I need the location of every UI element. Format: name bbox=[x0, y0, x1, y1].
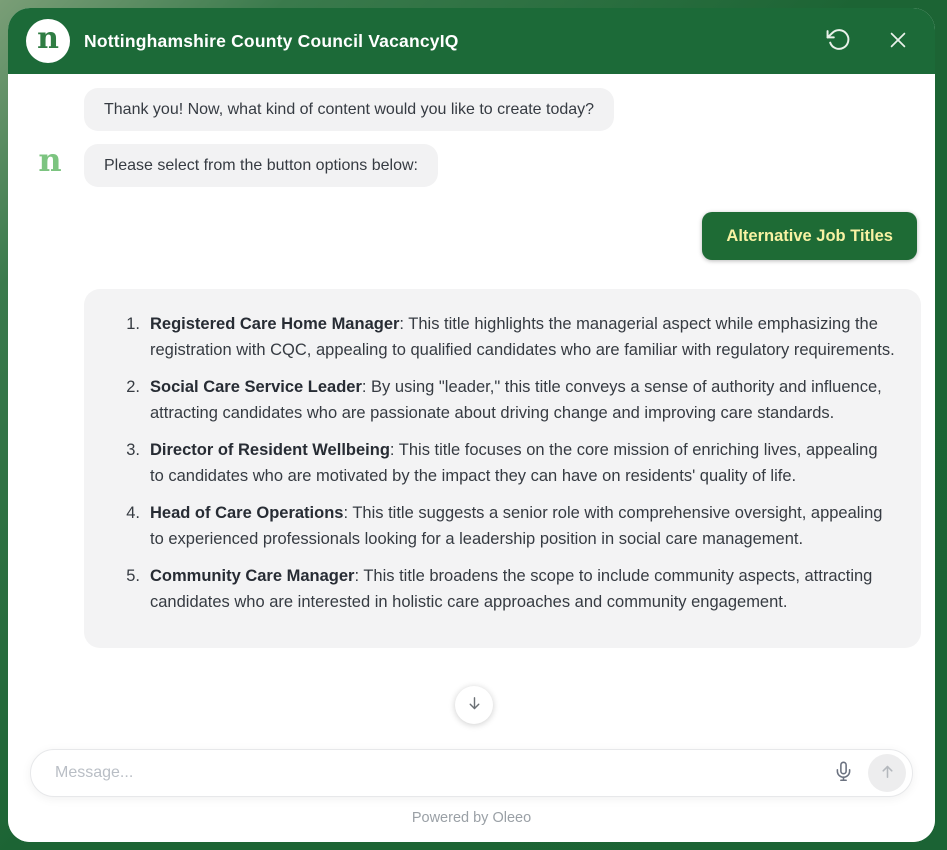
item-text bbox=[150, 437, 895, 489]
job-title-name: Community Care Manager bbox=[150, 567, 355, 585]
refresh-icon bbox=[826, 27, 851, 55]
council-logo bbox=[26, 19, 70, 63]
separator: : bbox=[361, 378, 372, 396]
job-title-description: This title focuses on the core mission of enriching lives, appealing to candidates who are motivated by the impact they can have on residents' quality of life. bbox=[150, 441, 878, 485]
item-text bbox=[150, 563, 895, 615]
item-text bbox=[150, 500, 895, 552]
close-icon bbox=[887, 29, 909, 54]
separator: : bbox=[354, 567, 364, 585]
message-input[interactable] bbox=[55, 764, 824, 782]
item-text bbox=[150, 374, 895, 426]
item-text bbox=[150, 311, 895, 363]
item-number: 4. bbox=[126, 504, 140, 522]
arrow-up-icon bbox=[879, 763, 896, 783]
item-number: 3. bbox=[126, 441, 140, 459]
widget-header bbox=[8, 8, 935, 74]
microphone-icon bbox=[833, 761, 854, 785]
chat-transcript bbox=[8, 74, 935, 749]
bot-message-bubble: Please select from the button options below: bbox=[84, 144, 438, 187]
council-logo-letter: n bbox=[37, 21, 59, 56]
bot-message-row bbox=[8, 141, 935, 187]
arrow-down-icon bbox=[466, 695, 483, 715]
restart-conversation-button[interactable] bbox=[823, 26, 853, 56]
job-title-name: Head of Care Operations bbox=[150, 504, 344, 522]
widget-title: Nottinghamshire County Council VacancyIQ bbox=[84, 30, 459, 51]
job-title-item bbox=[110, 311, 895, 363]
item-number: 5. bbox=[126, 567, 140, 585]
job-title-name: Social Care Service Leader bbox=[150, 378, 362, 396]
separator: : bbox=[389, 441, 399, 459]
user-reply-row bbox=[8, 212, 935, 260]
separator: : bbox=[399, 315, 409, 333]
close-widget-button[interactable] bbox=[883, 26, 913, 56]
voice-input-button[interactable] bbox=[824, 754, 862, 792]
scroll-to-bottom-button[interactable] bbox=[455, 686, 493, 724]
item-number: 1. bbox=[126, 315, 140, 333]
composer-area bbox=[8, 749, 935, 842]
job-title-item bbox=[110, 437, 895, 489]
bot-message-bubble: Thank you! Now, what kind of content would you like to create today? bbox=[84, 88, 614, 131]
separator: : bbox=[343, 504, 353, 522]
council-logo-outline-icon: n bbox=[38, 141, 62, 179]
job-title-item bbox=[110, 563, 895, 615]
job-title-description: This title suggests a senior role with comprehensive oversight, appealing to experienced professionals looking for a leadership position in social care management. bbox=[150, 504, 883, 548]
bot-avatar bbox=[28, 141, 72, 179]
send-message-button[interactable] bbox=[868, 754, 906, 792]
item-number: 2. bbox=[126, 378, 140, 396]
job-title-item bbox=[110, 500, 895, 552]
job-title-description: By using "leader," this title conveys a sense of authority and influence, attracting candidates who are passionate about driving change and improving care standards. bbox=[150, 378, 882, 422]
job-title-name: Director of Resident Wellbeing bbox=[150, 441, 390, 459]
job-title-item bbox=[110, 374, 895, 426]
bot-message-row bbox=[8, 88, 935, 131]
chat-widget bbox=[8, 8, 935, 842]
job-title-name: Registered Care Home Manager bbox=[150, 315, 400, 333]
job-title-description: This title broadens the scope to include community aspects, attracting candidates who are interested in holistic care approaches and community engagement. bbox=[150, 567, 873, 611]
powered-by-label: Powered by Oleeo bbox=[411, 810, 532, 826]
job-titles-message-bubble bbox=[84, 289, 921, 648]
alternative-job-titles-button[interactable]: Alternative Job Titles bbox=[702, 212, 917, 260]
job-title-description: This title highlights the managerial aspect while emphasizing the registration with CQC, appealing to qualified candidates who are familiar with regulatory requirements. bbox=[150, 315, 895, 359]
message-input-bar bbox=[30, 749, 913, 797]
